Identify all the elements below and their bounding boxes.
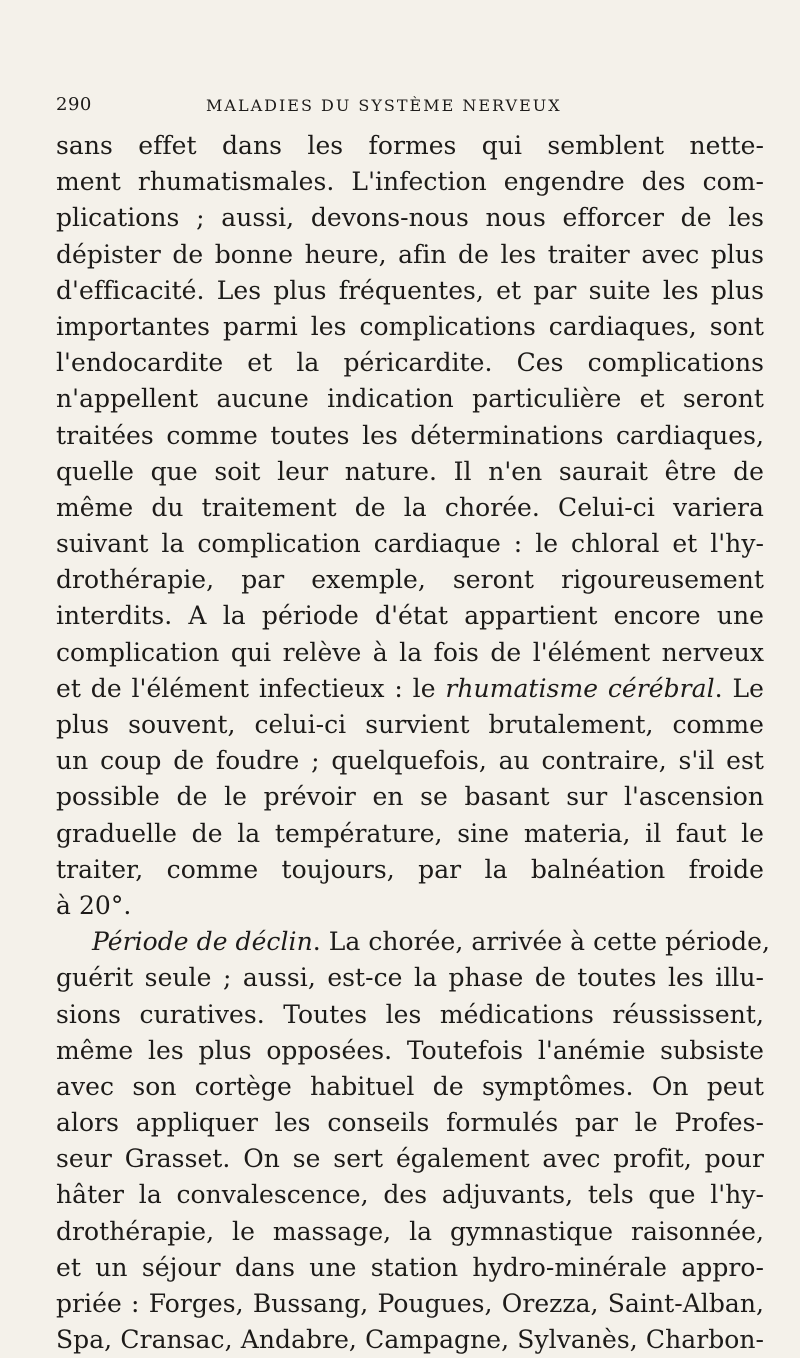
text-line: hâter la convalescence, des adjuvants, tels que l'hy- bbox=[56, 1180, 764, 1210]
text-line: un coup de foudre ; quelquefois, au contraire, s'il est bbox=[56, 746, 764, 776]
text-line: drothérapie, par exemple, seront rigoureusement bbox=[56, 565, 764, 595]
text-line: d'efficacité. Les plus fréquentes, et par suite les plus bbox=[56, 275, 764, 305]
text-line: même les plus opposées. Toutefois l'anémie subsiste bbox=[56, 1035, 764, 1065]
text-line: importantes parmi les complications cardiaques, sont bbox=[56, 311, 764, 341]
text-line: sions curatives. Toutes les médications réussissent, bbox=[56, 999, 764, 1029]
text-line: dépister de bonne heure, afin de les traiter avec plus bbox=[56, 239, 764, 269]
text-line: avec son cortège habituel de symptômes. On peut bbox=[56, 1071, 764, 1101]
text-line: plications ; aussi, devons-nous nous efforcer de les bbox=[56, 203, 764, 233]
text-line: l'endocardite et la péricardite. Ces complications bbox=[56, 348, 764, 378]
text-line: alors appliquer les conseils formulés par le Profes- bbox=[56, 1108, 764, 1138]
text-line: graduelle de la température, sine materia, il faut le bbox=[56, 818, 764, 848]
text-line: guérit seule ; aussi, est-ce la phase de toutes les illu- bbox=[56, 963, 764, 993]
text-line: possible de le prévoir en se basant sur l'ascension bbox=[56, 782, 764, 812]
text-line-with-italic bbox=[56, 671, 764, 707]
running-title: MALADIES DU SYSTÈME NERVEUX bbox=[206, 96, 562, 115]
text-line: priée : Forges, Bussang, Pougues, Orezza, Saint-Alban, bbox=[56, 1289, 764, 1318]
text-line: Spa, Cransac, Andabre, Campagne, Sylvanès, Charbon- bbox=[56, 1325, 764, 1355]
text-run: . Le bbox=[714, 673, 764, 703]
text-line: et un séjour dans une station hydro-minérale appro- bbox=[56, 1252, 764, 1282]
text-line: traiter, comme toujours, par la balnéation froide bbox=[56, 854, 764, 884]
italic-term: rhumatisme cérébral bbox=[445, 673, 715, 703]
text-line: traitées comme toutes les déterminations cardiaques, bbox=[56, 420, 764, 450]
body-text bbox=[56, 128, 771, 1358]
text-line: plus souvent, celui-ci survient brutalement, comme bbox=[56, 710, 764, 739]
text-line: même du traitement de la chorée. Celui-ci variera bbox=[56, 492, 764, 522]
text-line: seur Grasset. On se sert également avec profit, pour bbox=[56, 1144, 764, 1174]
text-line: interdits. A la période d'état appartient encore une bbox=[56, 601, 764, 631]
text-line: complication qui relève à la fois de l'élément nerveux bbox=[56, 637, 764, 667]
text-line: quelle que soit leur nature. Il n'en saurait être de bbox=[56, 456, 764, 486]
text-line: à 20°. bbox=[56, 890, 132, 920]
text-line: ment rhumatismales. L'infection engendre des com- bbox=[56, 167, 764, 197]
page-number: 290 bbox=[56, 94, 92, 115]
text-run: et de l'élément infectieux : le bbox=[56, 673, 446, 703]
section-line bbox=[56, 924, 771, 960]
text-line: suivant la complication cardiaque : le chloral et l'hy- bbox=[56, 529, 764, 559]
text-line: sans effet dans les formes qui semblent nette- bbox=[56, 131, 764, 160]
text-line: drothérapie, le massage, la gymnastique raisonnée, bbox=[56, 1216, 764, 1246]
page-header bbox=[56, 94, 756, 128]
text-line: n'appellent aucune indication particulière et seront bbox=[56, 384, 764, 414]
text-run: . La chorée, arrivée à cette période, bbox=[312, 927, 771, 957]
section-heading: Période de déclin bbox=[92, 927, 313, 957]
